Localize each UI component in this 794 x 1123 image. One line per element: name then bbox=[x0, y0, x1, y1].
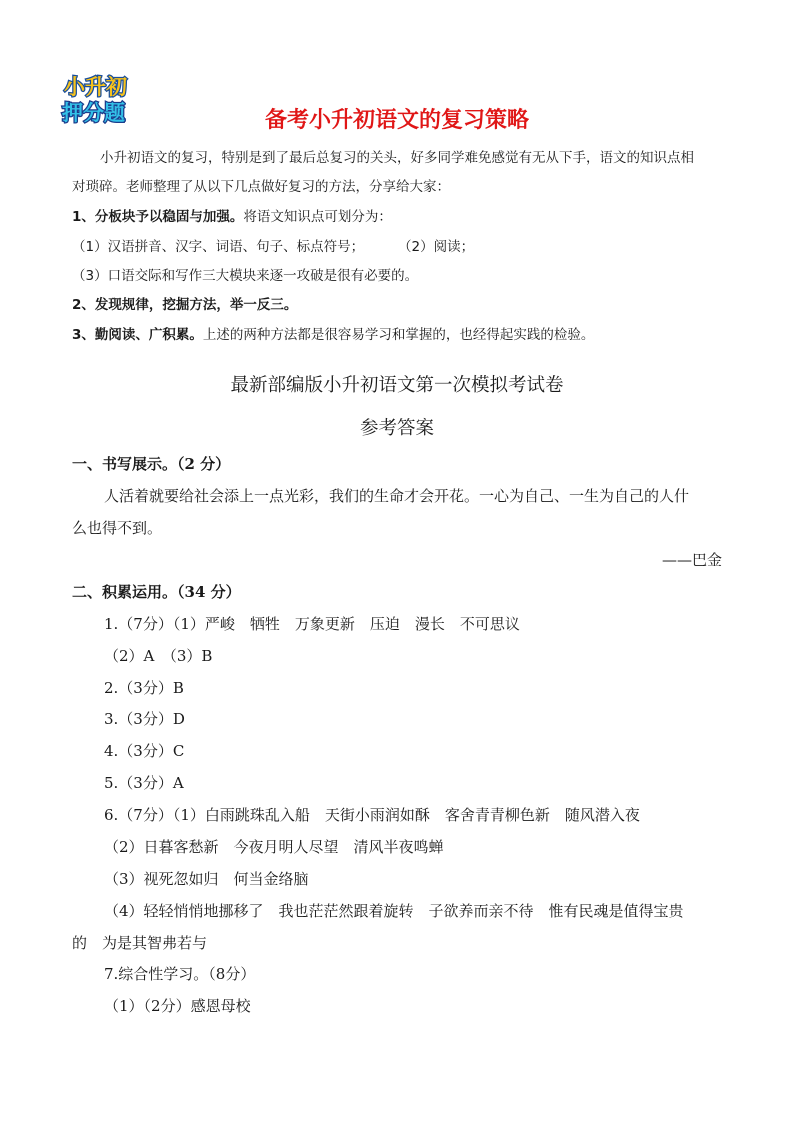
answer-line: 2.（3分）B bbox=[104, 679, 184, 697]
answer-line: （4）轻轻悄悄地挪移了 我也茫茫然跟着旋转 子欲养而亲不待 惟有民魂是值得宝贵 bbox=[104, 902, 684, 920]
answer-line: 3.（3分）D bbox=[104, 710, 185, 728]
logo-line1: 小升初 bbox=[64, 75, 127, 99]
intro-paragraph-line1: 小升初语文的复习，特别是到了最后总复习的关头，好多同学难免感觉有无从下手，语文的知识点相 bbox=[100, 150, 694, 166]
exam-title: 最新部编版小升初语文第一次模拟考试卷 bbox=[230, 375, 564, 396]
tip-1 bbox=[72, 205, 392, 225]
part1-heading: 一、书写展示。（2 分） bbox=[72, 455, 231, 473]
tip-1-item-a: （1）汉语拼音、汉字、词语、句子、标点符号； bbox=[72, 239, 365, 255]
intro-paragraph-line2: 对琐碎。老师整理了从以下几点做好复习的方法，分享给大家： bbox=[72, 179, 450, 195]
answer-line: 的 为是其智弗若与 bbox=[72, 934, 208, 952]
tip-3 bbox=[72, 323, 594, 343]
answer-line: 4.（3分）C bbox=[104, 742, 185, 760]
tip-3-text: 上述的两种方法都是很容易学习和掌握的，也经得起实践的检验。 bbox=[202, 327, 595, 343]
answer-line: （1）（2分）感恩母校 bbox=[104, 997, 251, 1015]
answer-line: 5.（3分）A bbox=[104, 774, 184, 792]
tip-2: 2、发现规律，挖掘方法，举一反三。 bbox=[72, 297, 298, 313]
quote-author: ——巴金 bbox=[661, 551, 722, 569]
page-title: 备考小升初语文的复习策略 bbox=[264, 108, 529, 133]
quote-line1: 人活着就要给社会添上一点光彩，我们的生命才会开花。一心为自己、一生为自己的人什 bbox=[104, 487, 690, 505]
answer-line: 1.（7分）（1）严峻 牺牲 万象更新 压迫 漫长 不可思议 bbox=[104, 615, 520, 633]
answer-line: 6.（7分）（1）白雨跳珠乱入船 天街小雨润如酥 客舍青青柳色新 随风潜入夜 bbox=[104, 806, 640, 824]
tip-1-heading: 1、分板块予以稳固与加强。 bbox=[72, 209, 244, 225]
answer-line: （2）日暮客愁新 今夜月明人尽望 清风半夜鸣蝉 bbox=[104, 838, 444, 856]
tip-3-heading: 3、勤阅读、广积累。 bbox=[72, 327, 203, 343]
tip-1-item-b: （2）阅读； bbox=[398, 239, 475, 255]
part2-heading: 二、积累运用。（34 分） bbox=[72, 583, 241, 601]
answer-line: （3）视死忽如归 何当金络脑 bbox=[104, 870, 309, 888]
tip-1-item-c: （3）口语交际和写作三大模块来逐一攻破是很有必要的。 bbox=[72, 268, 419, 284]
quote-line2: 么也得不到。 bbox=[72, 519, 163, 537]
tip-1-text: 将语文知识点可划分为： bbox=[243, 209, 392, 225]
answer-line: 7.综合性学习。（8分） bbox=[104, 965, 256, 983]
answer-line: （2）A （3）B bbox=[104, 647, 213, 665]
answer-title: 参考答案 bbox=[359, 418, 434, 439]
logo-line2: 押分题 bbox=[62, 101, 125, 125]
